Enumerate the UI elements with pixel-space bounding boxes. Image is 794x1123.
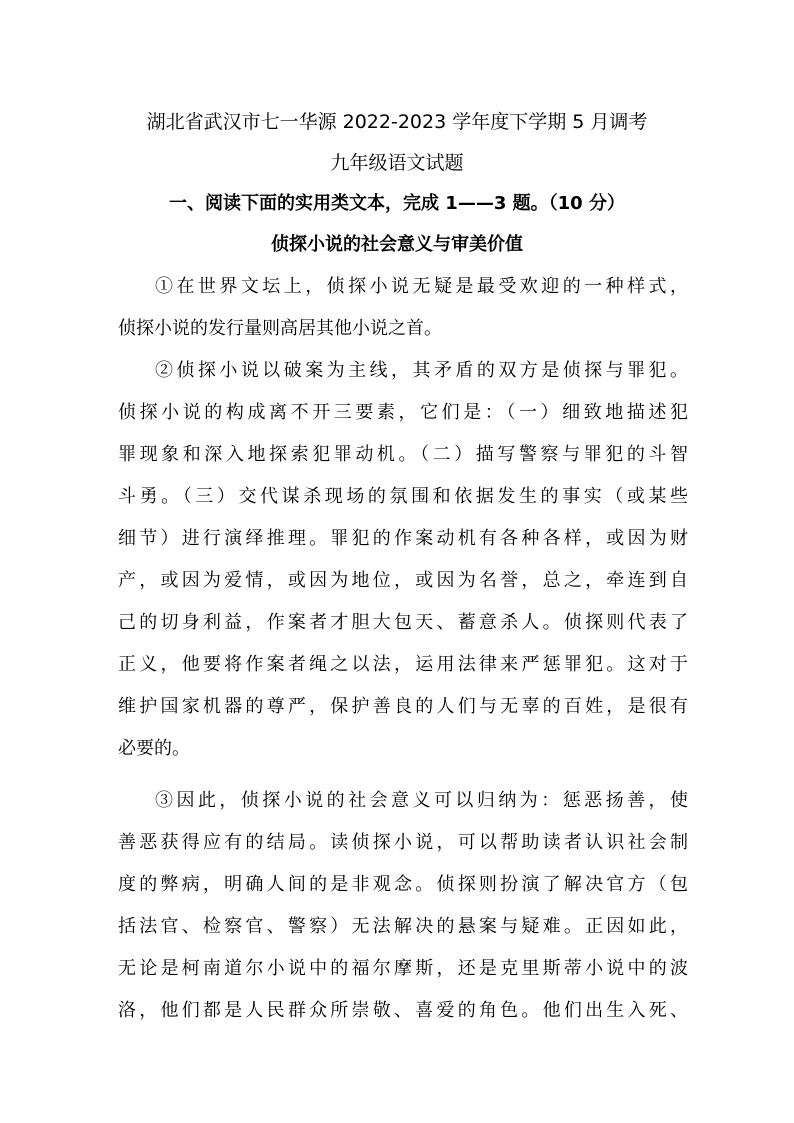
paragraph-2-line-7: 己的切身利益，作案者才胆大包天、蓄意杀人。侦探则代表了	[118, 612, 688, 633]
paragraph-1-line-1: ①在世界文坛上，侦探小说无疑是最受欢迎的一种样式，	[155, 276, 688, 297]
paragraph-2-line-2: 侦探小说的构成离不开三要素，它们是：（一）细致地描述犯	[118, 402, 688, 423]
paragraph-2-line-3: 罪现象和深入地探索犯罪动机。（二）描写警察与罪犯的斗智	[118, 444, 688, 465]
paragraph-2-line-5: 细节）进行演绎推理。罪犯的作案动机有各种各样，或因为财	[118, 528, 688, 549]
paragraph-2-line-6: 产，或因为爱情，或因为地位，或因为名誉，总之，牵连到自	[118, 570, 688, 591]
paragraph-2-line-9: 维护国家机器的尊严，保护善良的人们与无辜的百姓，是很有	[118, 696, 688, 717]
paragraph-3-line-4: 括法官、检察官、警察）无法解决的悬案与疑难。正因如此，	[118, 916, 688, 937]
paragraph-3-line-2: 善恶获得应有的结局。读侦探小说，可以帮助读者认识社会制	[118, 832, 688, 853]
exam-title: 湖北省武汉市七一华源 2022-2023 学年度下学期 5 月调考	[146, 111, 648, 133]
paragraph-2-line-4: 斗勇。（三）交代谋杀现场的氛围和依据发生的事实（或某些	[118, 486, 688, 507]
paragraph-3-line-3: 度的弊病，明确人间的是非观念。侦探则扮演了解决官方（包	[118, 874, 688, 895]
article-title: 侦探小说的社会意义与审美价值	[271, 234, 523, 255]
paragraph-1-line-2: 侦探小说的发行量则高居其他小说之首。	[118, 318, 442, 339]
paragraph-3-line-1: ③因此，侦探小说的社会意义可以归纳为：惩恶扬善，使	[155, 790, 688, 811]
paragraph-2-line-8: 正义，他要将作案者绳之以法，运用法律来严惩罪犯。这对于	[118, 654, 688, 675]
paragraph-3-line-6: 洛，他们都是人民群众所崇敬、喜爱的角色。他们出生入死、	[118, 1000, 688, 1021]
exam-subtitle: 九年级语文试题	[330, 152, 464, 174]
paragraph-2-line-1: ②侦探小说以破案为主线，其矛盾的双方是侦探与罪犯。	[155, 360, 688, 381]
paragraph-3-line-5: 无论是柯南道尔小说中的福尔摩斯，还是克里斯蒂小说中的波	[118, 958, 688, 979]
section-heading: 一、阅读下面的实用类文本，完成 1——3 题。（10 分）	[169, 193, 625, 214]
paragraph-2-line-10: 必要的。	[118, 738, 190, 759]
